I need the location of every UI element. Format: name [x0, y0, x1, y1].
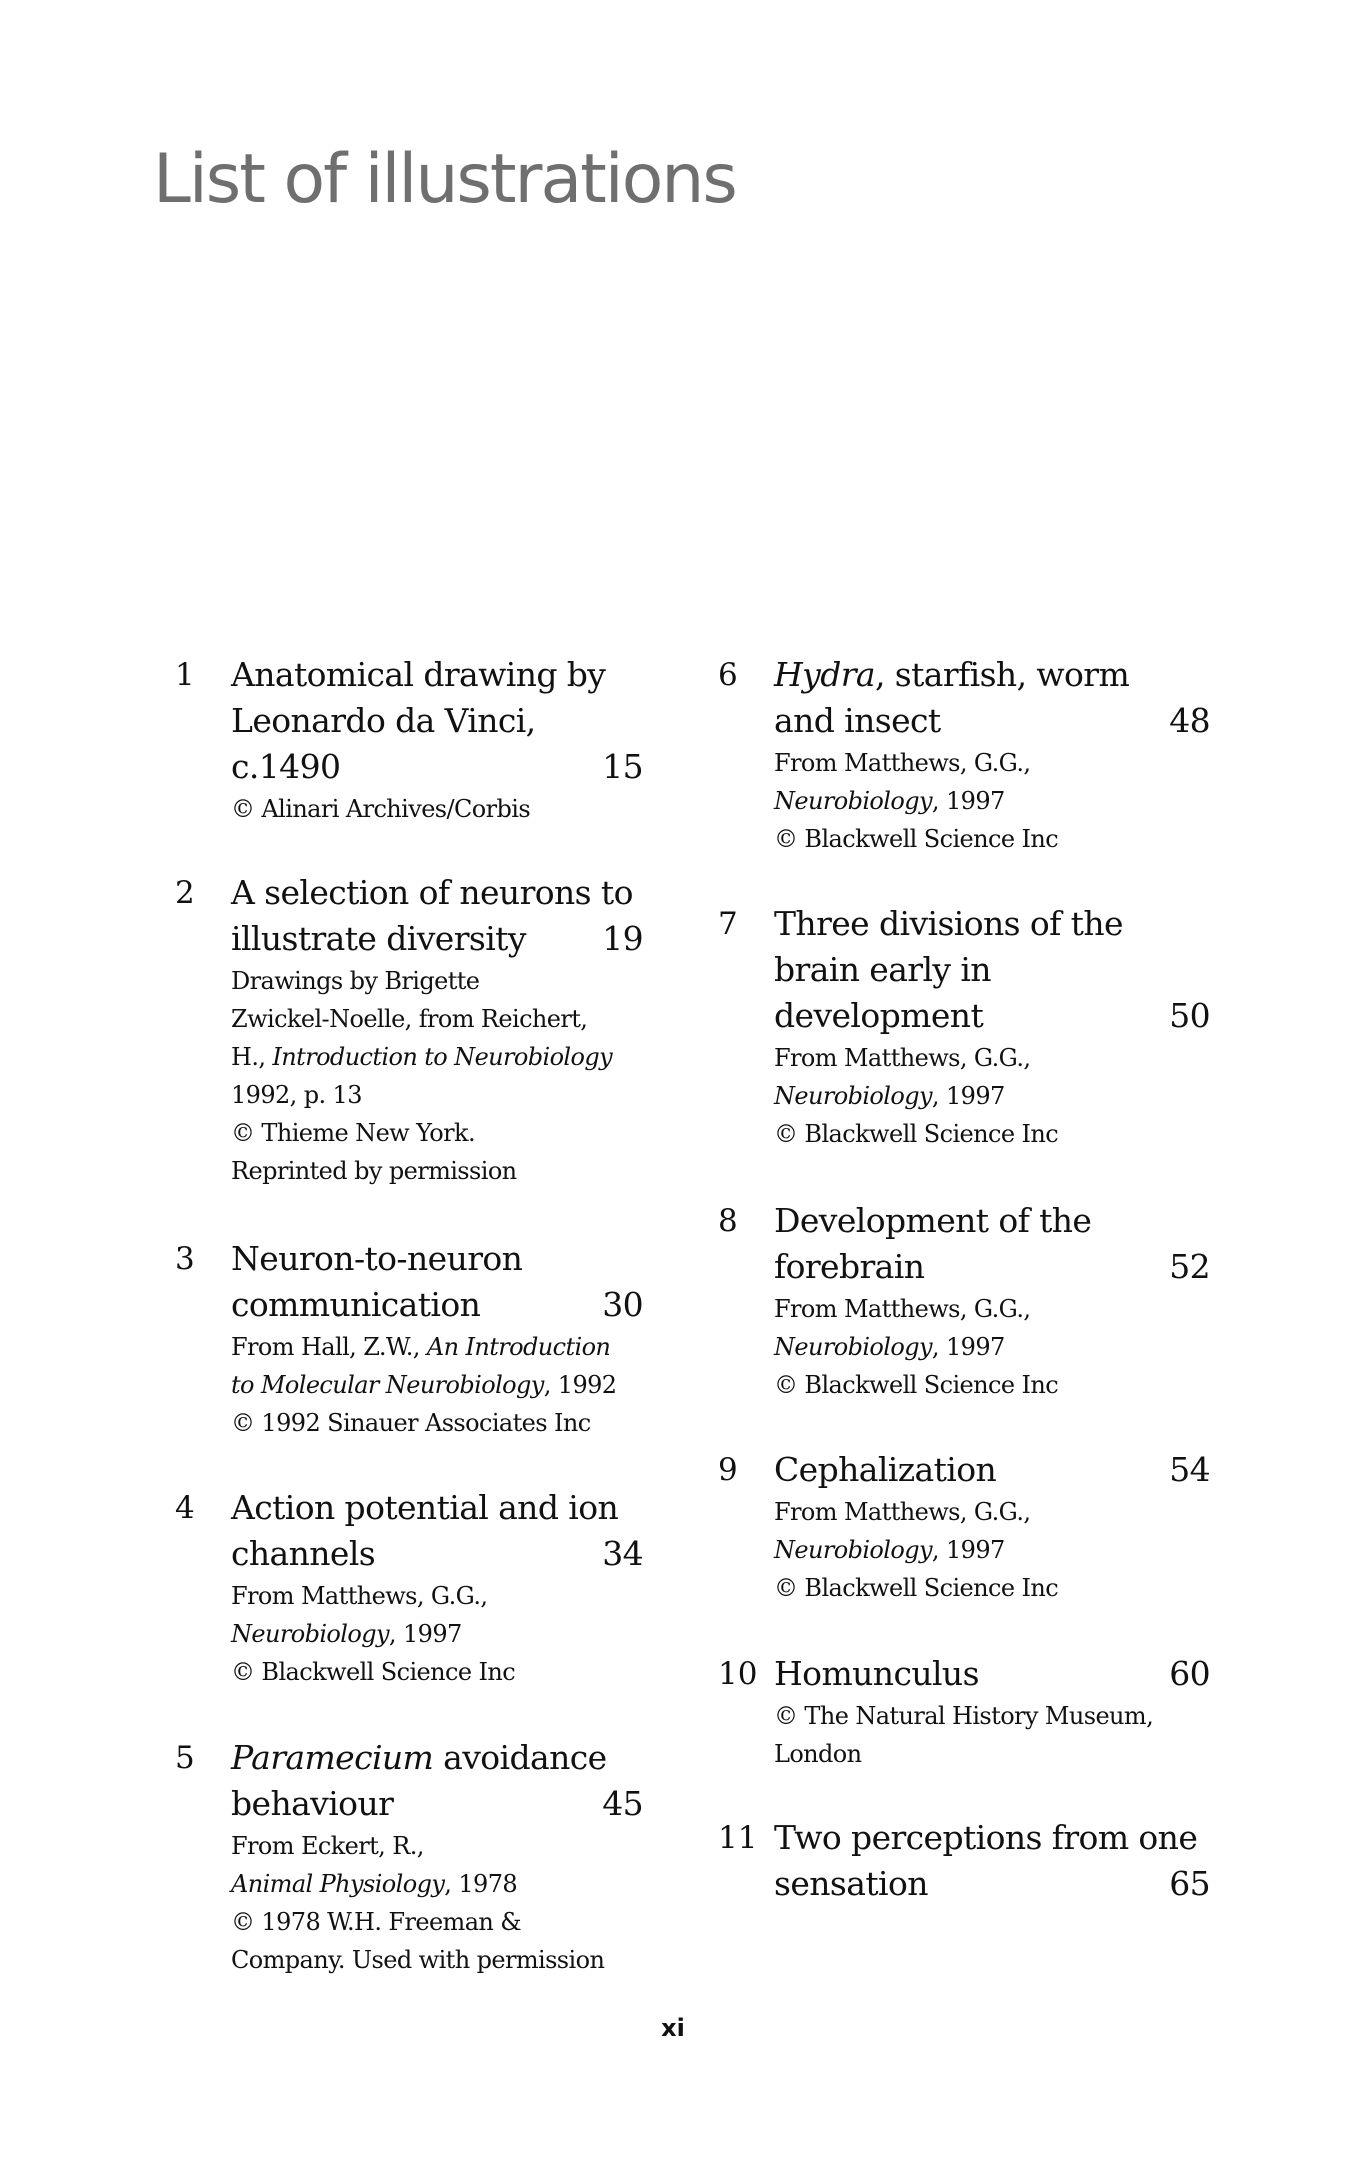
- entry-credit-line: [231, 1653, 643, 1691]
- title-segment: communication: [231, 1285, 481, 1324]
- credit-segment: to Molecular Neurobiology: [231, 1371, 544, 1399]
- entry-title-line: [774, 993, 1210, 1039]
- credit-segment: © 1978 W.H. Freeman &: [231, 1908, 522, 1936]
- entry-body: [774, 652, 1210, 858]
- entry-title-text: [774, 698, 941, 744]
- entry-number: 8: [718, 1203, 738, 1239]
- entry-page-number: 34: [602, 1534, 643, 1573]
- entry-credit-line: [231, 1114, 643, 1152]
- entry-title-line: [774, 698, 1210, 744]
- entry-number: 7: [718, 906, 738, 942]
- entry-title-text: [774, 1815, 1197, 1861]
- entry-credit-line: [231, 1328, 643, 1366]
- entry-title-line: [774, 901, 1210, 947]
- title-segment: illustrate diversity: [231, 919, 526, 958]
- entry-title-line: [231, 652, 643, 698]
- entry-page-number: 54: [1169, 1450, 1210, 1489]
- title-segment: Three divisions of the: [774, 904, 1123, 943]
- credit-segment: , 1997: [931, 1333, 1005, 1361]
- entry-title-text: [774, 1447, 996, 1493]
- entry-title-line: [774, 1651, 1210, 1697]
- entry-page-number: 60: [1169, 1654, 1210, 1693]
- credit-segment: , 1997: [931, 787, 1005, 815]
- illustration-entry: [175, 1236, 643, 1442]
- page-title: List of illustrations: [153, 140, 736, 219]
- entry-title-text: [231, 1781, 393, 1827]
- entry-credit-line: [774, 1735, 1210, 1773]
- credit-segment: From Matthews, G.G.,: [774, 1044, 1031, 1072]
- entry-page-number: 45: [602, 1784, 643, 1823]
- entry-page-number: 48: [1169, 701, 1210, 740]
- entry-title-text: [231, 1282, 480, 1328]
- entry-title-line: [231, 1236, 643, 1282]
- entry-credit-line: [774, 1697, 1210, 1735]
- entry-title-text: [231, 698, 536, 744]
- entry-credit-line: [231, 1615, 643, 1653]
- illustration-entry: [175, 652, 643, 828]
- illustration-entry: [718, 652, 1210, 858]
- entry-title-text: [774, 1651, 979, 1697]
- entry-body: [231, 1735, 643, 1979]
- entry-body: [774, 1447, 1210, 1607]
- credit-segment: From Matthews, G.G.,: [774, 1498, 1031, 1526]
- title-segment: forebrain: [774, 1247, 925, 1286]
- entry-credit-line: [774, 820, 1210, 858]
- entry-title-line: [774, 1815, 1210, 1861]
- title-segment: Action potential and ion: [231, 1488, 619, 1527]
- title-segment: Two perceptions from one: [774, 1818, 1198, 1857]
- entry-credit-line: [231, 1000, 643, 1038]
- entry-title-line: [231, 698, 643, 744]
- credit-segment: © Blackwell Science Inc: [774, 1120, 1059, 1148]
- title-segment: Development of the: [774, 1201, 1092, 1240]
- title-segment: Anatomical drawing by: [231, 655, 606, 694]
- entry-credit-line: [231, 1903, 643, 1941]
- credit-segment: Drawings by Brigette: [231, 967, 480, 995]
- entry-title-line: [774, 1447, 1210, 1493]
- credit-segment: Neurobiology: [774, 1333, 932, 1361]
- entry-body: [774, 901, 1210, 1153]
- credit-segment: Neurobiology: [774, 787, 932, 815]
- entry-title-text: [774, 1198, 1091, 1244]
- entry-title-text: [231, 1236, 522, 1282]
- entry-credit-line: [231, 1827, 643, 1865]
- entry-title-line: [774, 1861, 1210, 1907]
- entry-credit-line: [774, 1290, 1210, 1328]
- entry-body: [774, 1651, 1210, 1773]
- title-segment: Leonardo da Vinci,: [231, 701, 536, 740]
- illustration-entry: [718, 1447, 1210, 1607]
- entry-page-number: 19: [602, 919, 643, 958]
- illustration-entry: [718, 1651, 1210, 1773]
- entry-credit-line: [231, 1038, 643, 1076]
- entry-credit-line: [774, 1493, 1210, 1531]
- entry-title-text: [231, 1485, 618, 1531]
- credit-segment: Animal Physiology: [231, 1870, 445, 1898]
- credit-segment: , 1992: [543, 1371, 617, 1399]
- entry-page-number: 30: [602, 1285, 643, 1324]
- entry-title-text: [774, 993, 983, 1039]
- entry-title-line: [231, 1735, 643, 1781]
- entry-credit-line: [774, 1366, 1210, 1404]
- credit-segment: © Thieme New York.: [231, 1119, 475, 1147]
- entry-title-text: [774, 1244, 924, 1290]
- credit-segment: Neurobiology: [774, 1082, 932, 1110]
- entry-title-text: [231, 1735, 607, 1781]
- title-segment: channels: [231, 1534, 376, 1573]
- entry-title-line: [231, 744, 643, 790]
- title-segment: sensation: [774, 1864, 928, 1903]
- entry-title-text: [774, 901, 1123, 947]
- entry-title-text: [774, 1861, 928, 1907]
- credit-segment: From Eckert, R.,: [231, 1832, 424, 1860]
- entry-credit-line: [774, 1115, 1210, 1153]
- entry-title-line: [774, 652, 1210, 698]
- credit-segment: Company. Used with permission: [231, 1946, 605, 1974]
- entry-title-line: [231, 916, 643, 962]
- entry-title-text: [774, 947, 991, 993]
- entry-credit-line: [231, 1404, 643, 1442]
- entry-page-number: 65: [1169, 1864, 1210, 1903]
- illustration-entry: [718, 1198, 1210, 1404]
- entry-body: [231, 1236, 643, 1442]
- credit-segment: © The Natural History Museum,: [774, 1702, 1154, 1730]
- title-segment: behaviour: [231, 1784, 394, 1823]
- credit-segment: © 1992 Sinauer Associates Inc: [231, 1409, 591, 1437]
- entry-title-line: [774, 947, 1210, 993]
- credit-segment: © Blackwell Science Inc: [774, 1371, 1059, 1399]
- credit-segment: From Matthews, G.G.,: [231, 1582, 488, 1610]
- title-segment: Hydra: [774, 655, 875, 694]
- entry-number: 1: [175, 657, 195, 693]
- credit-segment: Introduction to Neurobiology: [272, 1043, 613, 1071]
- entry-number: 6: [718, 657, 738, 693]
- illustration-entry: [175, 870, 643, 1190]
- title-segment: and insect: [774, 701, 941, 740]
- title-segment: development: [774, 996, 984, 1035]
- entry-number: 10: [718, 1656, 758, 1692]
- entry-credit-line: [231, 1366, 643, 1404]
- title-segment: avoidance: [433, 1738, 607, 1777]
- entry-body: [231, 652, 643, 828]
- entry-title-line: [774, 1244, 1210, 1290]
- title-segment: Paramecium: [231, 1738, 434, 1777]
- illustration-entry: [718, 1815, 1210, 1907]
- credit-segment: © Alinari Archives/Corbis: [231, 795, 531, 823]
- entry-credit-line: [774, 782, 1210, 820]
- entry-title-text: [231, 744, 340, 790]
- credit-segment: , 1997: [931, 1536, 1005, 1564]
- entry-body: [231, 870, 643, 1190]
- title-segment: , starfish, worm: [875, 655, 1130, 694]
- page-number: xi: [661, 2014, 685, 2042]
- entry-title-text: [231, 870, 633, 916]
- entry-page-number: 50: [1169, 996, 1210, 1035]
- credit-segment: , 1997: [388, 1620, 462, 1648]
- title-segment: Homunculus: [774, 1654, 979, 1693]
- entry-credit-line: [774, 1531, 1210, 1569]
- entry-body: [774, 1815, 1210, 1907]
- credit-segment: © Blackwell Science Inc: [774, 1574, 1059, 1602]
- credit-segment: , 1997: [931, 1082, 1005, 1110]
- entry-credit-line: [774, 1569, 1210, 1607]
- entry-title-line: [231, 1282, 643, 1328]
- illustration-entry: [175, 1735, 643, 1979]
- entry-title-line: [231, 1781, 643, 1827]
- entry-number: 4: [175, 1490, 195, 1526]
- entry-number: 11: [718, 1820, 758, 1856]
- entry-credit-line: [774, 1077, 1210, 1115]
- entry-body: [231, 1485, 643, 1691]
- credit-segment: From Hall, Z.W.,: [231, 1333, 427, 1361]
- entry-credit-line: [774, 1039, 1210, 1077]
- entry-credit-line: [231, 1865, 643, 1903]
- entry-page-number: 15: [602, 747, 643, 786]
- entry-credit-line: [231, 790, 643, 828]
- credit-segment: © Blackwell Science Inc: [231, 1658, 516, 1686]
- entry-title-text: [774, 652, 1129, 698]
- entry-credit-line: [774, 744, 1210, 782]
- entry-title-text: [231, 1531, 375, 1577]
- entry-title-line: [231, 1531, 643, 1577]
- title-segment: c.1490: [231, 747, 341, 786]
- entry-title-line: [774, 1198, 1210, 1244]
- entry-credit-line: [231, 962, 643, 1000]
- title-segment: Cephalization: [774, 1450, 997, 1489]
- title-segment: brain early in: [774, 950, 991, 989]
- illustration-entry: [718, 901, 1210, 1153]
- entry-credit-line: [231, 1577, 643, 1615]
- credit-segment: Zwickel-Noelle, from Reichert,: [231, 1005, 588, 1033]
- entry-title-line: [231, 870, 643, 916]
- entry-body: [774, 1198, 1210, 1404]
- credit-segment: , 1978: [444, 1870, 518, 1898]
- entry-title-line: [231, 1485, 643, 1531]
- credit-segment: From Matthews, G.G.,: [774, 1295, 1031, 1323]
- credit-segment: An Introduction: [426, 1333, 611, 1361]
- credit-segment: H.,: [231, 1043, 273, 1071]
- entry-credit-line: [231, 1941, 643, 1979]
- title-segment: Neuron-to-neuron: [231, 1239, 523, 1278]
- title-segment: A selection of neurons to: [231, 873, 633, 912]
- entry-number: 9: [718, 1452, 738, 1488]
- entry-title-text: [231, 916, 526, 962]
- entry-number: 5: [175, 1740, 195, 1776]
- entry-credit-line: [231, 1076, 643, 1114]
- entry-page-number: 52: [1169, 1247, 1210, 1286]
- illustration-entry: [175, 1485, 643, 1691]
- entry-number: 3: [175, 1241, 195, 1277]
- entry-credit-line: [774, 1328, 1210, 1366]
- credit-segment: Reprinted by permission: [231, 1157, 517, 1185]
- entry-number: 2: [175, 875, 195, 911]
- credit-segment: Neurobiology: [774, 1536, 932, 1564]
- entry-title-text: [231, 652, 605, 698]
- credit-segment: Neurobiology: [231, 1620, 389, 1648]
- credit-segment: 1992, p. 13: [231, 1081, 362, 1109]
- credit-segment: © Blackwell Science Inc: [774, 825, 1059, 853]
- credit-segment: London: [774, 1740, 862, 1768]
- entry-credit-line: [231, 1152, 643, 1190]
- credit-segment: From Matthews, G.G.,: [774, 749, 1031, 777]
